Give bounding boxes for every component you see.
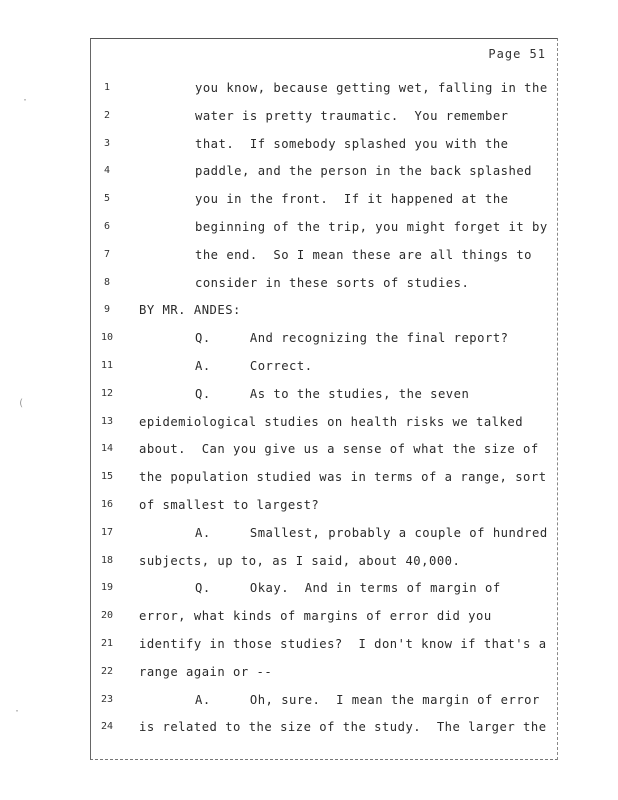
line-text: identify in those studies? I don't know if that's a <box>139 637 547 651</box>
line-text: range again or -- <box>139 664 273 679</box>
margin-mark: · <box>22 95 29 106</box>
line-number: 10 <box>100 332 114 344</box>
line-text: paddle, and the person in the back splashed <box>195 164 533 179</box>
line-text: A. Smallest, probably a couple of hundred <box>195 525 548 540</box>
line-text: error, what kinds of margins of error did you <box>139 609 492 624</box>
line-text: the end. So I mean these are all things to <box>195 247 533 262</box>
line-number: 4 <box>103 165 111 177</box>
line-number: 9 <box>103 304 111 316</box>
line-text: Q. And recognizing the final report? <box>195 331 509 346</box>
line-number: 6 <box>103 221 111 232</box>
line-number: 15 <box>100 471 114 483</box>
line-text: is related to the size of the study. The larger the <box>139 720 547 735</box>
line-number: 1 <box>103 82 111 93</box>
page-number: Page 51 <box>488 47 546 61</box>
line-text: of smallest to largest? <box>139 498 320 512</box>
line-number: 22 <box>100 665 114 677</box>
margin-mark: · <box>14 706 21 717</box>
line-number: 5 <box>103 193 111 205</box>
line-number: 2 <box>103 109 111 121</box>
line-text: beginning of the trip, you might forget it by <box>195 220 548 234</box>
line-text: subjects, up to, as I said, about 40,000. <box>139 553 461 568</box>
line-number: 20 <box>100 610 114 622</box>
line-number: 17 <box>100 526 114 538</box>
line-number: 11 <box>100 360 114 371</box>
line-text: the population studied was in terms of a range, sort <box>139 470 547 485</box>
line-text: Q. As to the studies, the seven <box>195 386 470 401</box>
line-number: 3 <box>103 137 111 149</box>
margin-mark: ( <box>18 398 25 409</box>
line-number: 7 <box>103 248 111 260</box>
line-number: 24 <box>100 721 114 733</box>
line-text: you know, because getting wet, falling in the <box>195 81 548 95</box>
line-number: 21 <box>100 638 114 649</box>
line-text: Q. Okay. And in terms of margin of <box>195 581 501 596</box>
line-text: consider in these sorts of studies. <box>195 275 470 290</box>
line-number: 14 <box>100 443 114 455</box>
line-number: 13 <box>100 415 114 427</box>
line-number: 16 <box>100 499 114 510</box>
line-number: 23 <box>100 693 114 705</box>
line-text: epidemiological studies on health risks we talked <box>139 414 524 429</box>
line-text: A. Correct. <box>195 359 313 373</box>
line-number: 18 <box>100 554 114 566</box>
line-number: 12 <box>100 387 114 399</box>
line-text: about. Can you give us a sense of what the size of <box>139 442 539 457</box>
line-number: 8 <box>103 276 111 288</box>
line-text: A. Oh, sure. I mean the margin of error <box>195 692 540 707</box>
line-text: water is pretty traumatic. You remember <box>195 108 509 123</box>
line-text: you in the front. If it happened at the <box>195 192 509 207</box>
line-text: that. If somebody splashed you with the <box>195 136 509 151</box>
line-text: BY MR. ANDES: <box>139 303 241 318</box>
line-number: 19 <box>100 582 114 594</box>
